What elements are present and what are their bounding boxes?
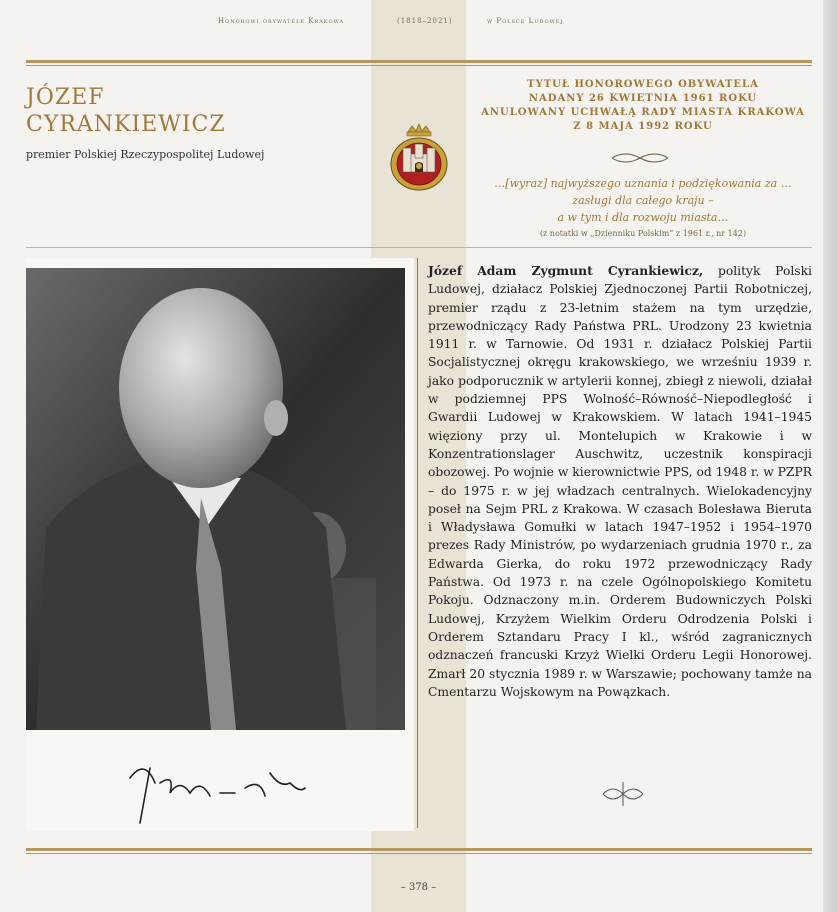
page-edge-shadow xyxy=(823,0,837,912)
krakow-coat-of-arms-icon xyxy=(388,122,450,192)
top-rule-thin xyxy=(26,65,812,66)
running-head-right: w Polsce Ludowej xyxy=(487,17,564,25)
honor-line-4: Z 8 MAJA 1992 ROKU xyxy=(573,121,713,132)
honor-line-1: TYTUŁ HONOROWEGO OBYWATELA xyxy=(527,79,759,90)
honor-quote xyxy=(470,175,816,226)
running-head xyxy=(0,17,837,31)
middle-rule xyxy=(26,247,812,248)
bottom-rule-thin xyxy=(26,853,812,854)
signature-image xyxy=(120,748,320,828)
column-divider xyxy=(417,258,418,828)
running-head-center: (1818–2021) xyxy=(397,17,453,25)
biography-text xyxy=(428,262,812,701)
honor-line-3: ANULOWANY UCHWAŁĄ RADY MIASTA KRAKOWA xyxy=(481,107,805,118)
quote-line-1: …[wyraz] najwyższego uznania i podziękowania za … xyxy=(494,177,792,190)
honor-line-2: NADANY 26 KWIETNIA 1961 ROKU xyxy=(528,93,758,104)
person-name-line2: CYRANKIEWICZ xyxy=(26,112,226,137)
page-number: – 378 – xyxy=(400,882,437,893)
portrait-photo xyxy=(26,268,405,730)
quote-line-2: zasługi dla całego kraju – xyxy=(572,194,714,207)
quote-line-3: a w tym i dla rozwoju miasta… xyxy=(557,211,729,224)
biography-lead: Józef Adam Zygmunt Cyrankiewicz, xyxy=(428,263,704,278)
quote-source: (z notatki w „Dzienniku Polskim” z 1961 r., nr 142) xyxy=(539,229,747,238)
top-rule xyxy=(26,60,812,63)
person-name xyxy=(26,84,226,138)
bottom-rule xyxy=(26,848,812,851)
flourish-ornament-icon xyxy=(610,148,670,168)
person-subtitle: premier Polskiej Rzeczypospolitej Ludowej xyxy=(26,148,265,161)
honor-title xyxy=(470,78,816,134)
end-ornament-icon xyxy=(598,780,648,808)
person-name-line1: JÓZEF xyxy=(26,85,105,110)
biography-body: polityk Polski Ludowej, działacz Polskiej Zjednoczonej Partii Robotniczej, premier rządu z 23-letnim stażem na tym urzędzie, przewodniczący Rady Państwa PRL. Urodzony 23 kwietnia 1911 r. w Tarnowie. Od 1931 r. działacz Polskiej Partii Socjalistycznej okręgu krakowskiego, we wrześniu 1939 r. jako podporucznik w artylerii konnej, zbiegł z niewoli, działał w podziemnej PPS Wolność–Równość–Niepodległość i Gwardii Ludowej w Krakowskiem. W latach 1941–1945 więziony przy ul. Montelupich w Krakowie i w Konzentrationslager Auschwitz, uczestnik konspiracji obozowej. Po wojnie w kierownictwie PPS, od 1948 r. w PZPR – do 1975 r. w jej władzach centralnych. Wielokadencyjny poseł na Sejm PRL z Krakowa. W czasach Bolesława Bieruta i Władysława Gomułki w latach 1947–1952 i 1954–1970 prezes Rady Ministrów, po wydarzeniach grudnia 1970 r., za Edwarda Gierka, do roku 1972 przewodniczący Rady Państwa. Od 1973 r. na czele Ogólnopolskiego Komitetu Pokoju. Odznaczony m.in. Orderem Budowniczych Polski Ludowej, Krzyżem Wielkim Orderu Odrodzenia Polski i Orderem Sztandaru Pracy I kl., wśród zagranicznych odznaczeń francuski Krzyż Wielki Orderu Legii Honorowej. Zmarł 20 stycznia 1989 r. w Warszawie; pochowany tamże na Cmentarzu Wojskowym na Powązkach. xyxy=(428,264,812,699)
running-head-left: Honorowi obywatele Krakowa xyxy=(218,17,345,25)
